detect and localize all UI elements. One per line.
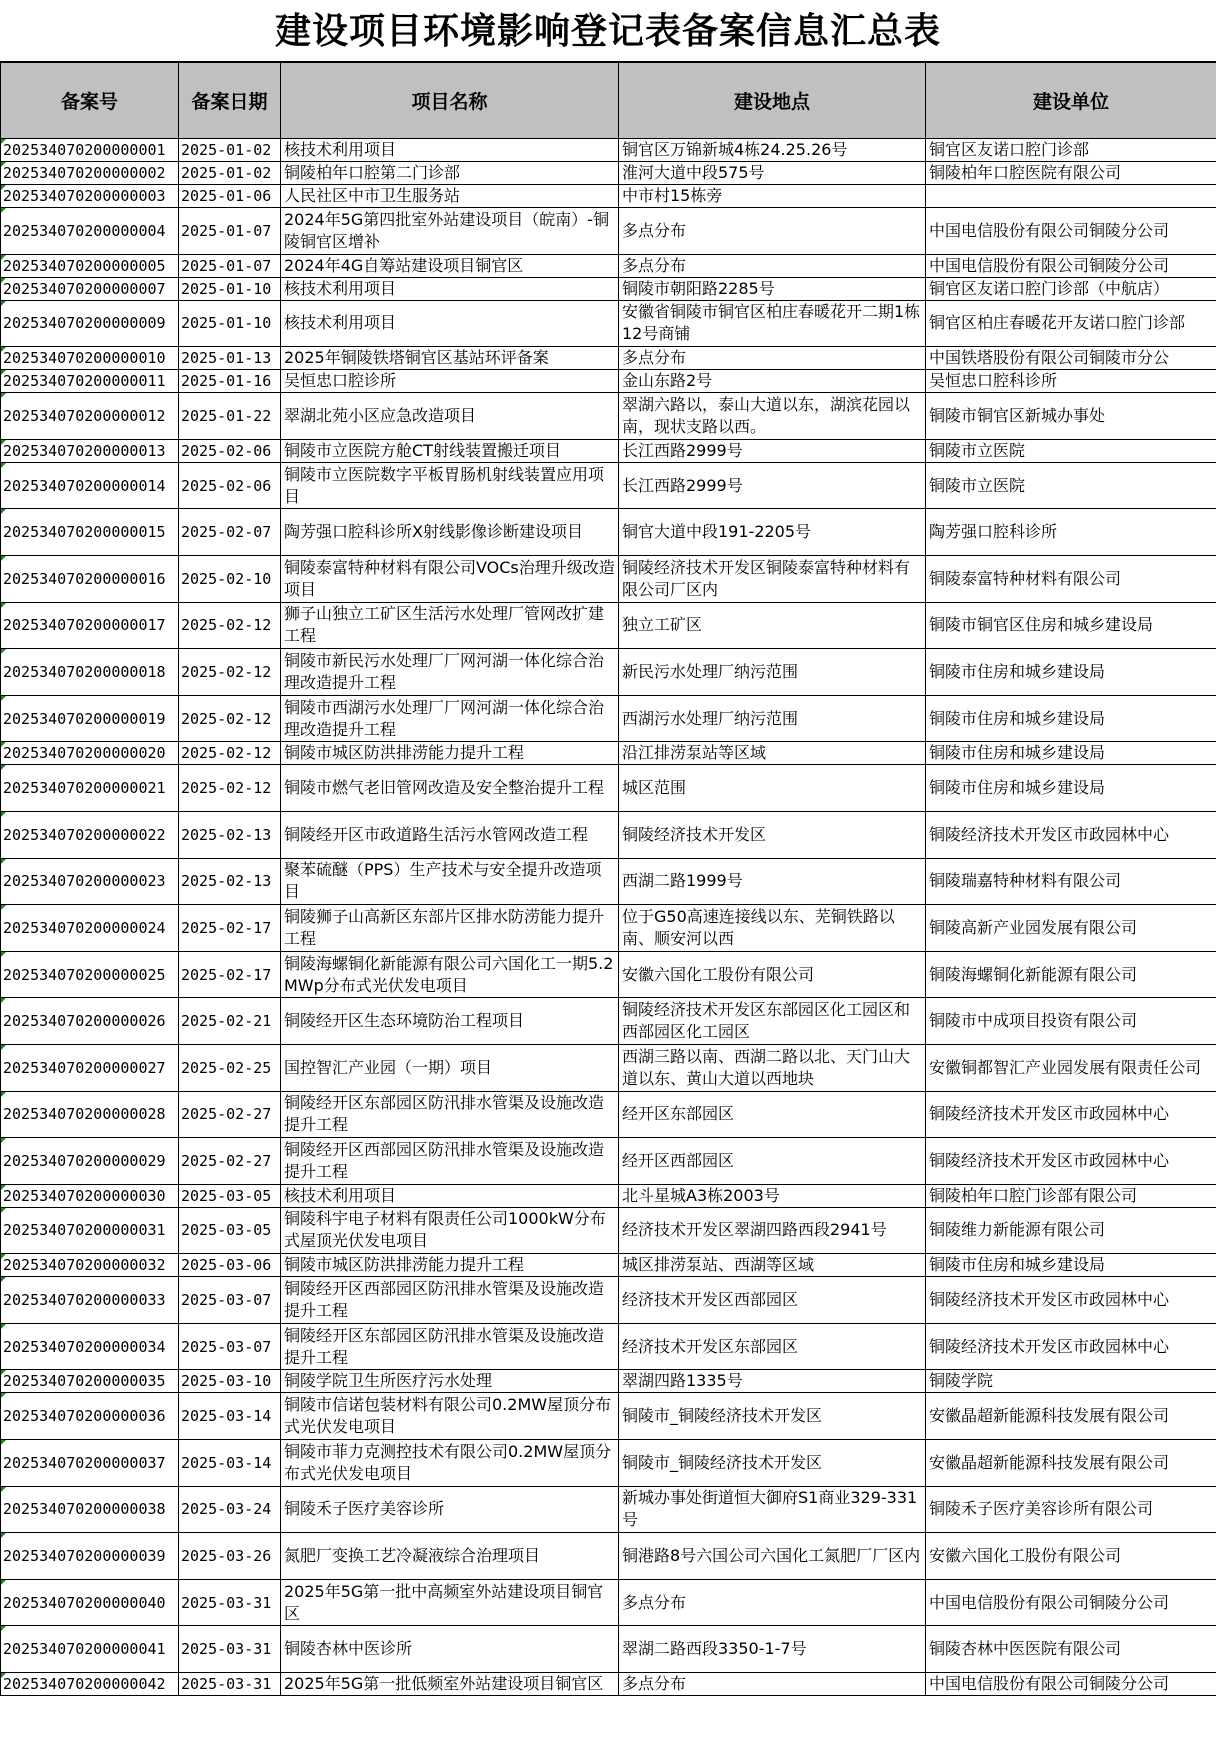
location-cell: 安徽省铜陵市铜官区柏庄春暖花开二期1栋12号商铺 — [619, 300, 926, 347]
unit-cell: 中国电信股份有限公司铜陵分公司 — [926, 1673, 1216, 1696]
filing-date-cell: 2025-03-14 — [179, 1440, 281, 1487]
location-cell: 经开区东部园区 — [619, 1091, 926, 1138]
project-name-cell: 铜陵经开区市政道路生活污水管网改造工程 — [281, 811, 619, 858]
unit-cell: 铜官区友诺口腔门诊部（中航店） — [926, 277, 1216, 300]
filing-number-cell: 202534070200000009 — [1, 300, 179, 347]
project-name-cell: 人民社区中市卫生服务站 — [281, 185, 619, 208]
location-cell: 铜陵市朝阳路2285号 — [619, 277, 926, 300]
filing-date-cell: 2025-01-07 — [179, 208, 281, 255]
filing-number-cell: 202534070200000019 — [1, 695, 179, 742]
filing-number-cell: 202534070200000028 — [1, 1091, 179, 1138]
filing-date-cell: 2025-03-24 — [179, 1486, 281, 1533]
filing-date-cell: 2025-02-27 — [179, 1091, 281, 1138]
filing-number-cell: 202534070200000010 — [1, 347, 179, 370]
table-row — [1, 162, 1216, 185]
filing-date-cell: 2025-02-13 — [179, 858, 281, 905]
filing-number-cell: 202534070200000003 — [1, 185, 179, 208]
project-name-cell: 2024年4G自筹站建设项目铜官区 — [281, 254, 619, 277]
filing-number-cell: 202534070200000017 — [1, 602, 179, 649]
project-name-cell: 铜陵经开区生态环境防治工程项目 — [281, 998, 619, 1045]
filing-date-cell: 2025-02-21 — [179, 998, 281, 1045]
unit-cell: 安徽铜都智汇产业园发展有限责任公司 — [926, 1044, 1216, 1091]
table-row — [1, 1277, 1216, 1324]
filing-date-cell: 2025-01-22 — [179, 393, 281, 440]
project-name-cell: 铜陵市信诺包装材料有限公司0.2MW屋顶分布式光伏发电项目 — [281, 1393, 619, 1440]
table-row — [1, 1579, 1216, 1626]
table-row — [1, 1370, 1216, 1393]
header-row — [1, 62, 1216, 139]
filing-number-cell: 202534070200000007 — [1, 277, 179, 300]
filing-date-cell: 2025-01-07 — [179, 254, 281, 277]
filing-date-cell: 2025-02-06 — [179, 462, 281, 509]
unit-cell: 铜陵市住房和城乡建设局 — [926, 649, 1216, 696]
filing-date-cell: 2025-02-17 — [179, 905, 281, 952]
filing-number-cell: 202534070200000005 — [1, 254, 179, 277]
project-name-cell: 铜陵经开区东部园区防汛排水管渠及设施改造提升工程 — [281, 1091, 619, 1138]
location-cell: 铜陵市_铜陵经济技术开发区 — [619, 1393, 926, 1440]
table-row — [1, 1091, 1216, 1138]
location-cell: 西湖二路1999号 — [619, 858, 926, 905]
table-row — [1, 905, 1216, 952]
project-name-cell: 聚苯硫醚（PPS）生产技术与安全提升改造项目 — [281, 858, 619, 905]
location-cell: 多点分布 — [619, 1673, 926, 1696]
unit-cell: 铜陵柏年口腔医院有限公司 — [926, 162, 1216, 185]
project-name-cell: 铜陵海螺铜化新能源有限公司六国化工一期5.2MWp分布式光伏发电项目 — [281, 951, 619, 998]
project-name-cell: 铜陵市菲力克测控技术有限公司0.2MW屋顶分布式光伏发电项目 — [281, 1440, 619, 1487]
unit-cell: 铜陵经济技术开发区市政园林中心 — [926, 1323, 1216, 1370]
filing-date-cell: 2025-02-12 — [179, 765, 281, 812]
filing-number-cell: 202534070200000018 — [1, 649, 179, 696]
unit-cell: 铜陵泰富特种材料有限公司 — [926, 555, 1216, 602]
location-cell: 铜陵经济技术开发区东部园区化工园区和西部园区化工园区 — [619, 998, 926, 1045]
location-cell: 翠湖六路以，泰山大道以东，湖滨花园以南，现状支路以西。 — [619, 393, 926, 440]
filing-date-cell: 2025-03-31 — [179, 1673, 281, 1696]
project-name-cell: 铜陵经开区西部园区防汛排水管渠及设施改造提升工程 — [281, 1138, 619, 1185]
column-header-location: 建设地点 — [619, 62, 926, 139]
filing-date-cell: 2025-02-13 — [179, 811, 281, 858]
project-name-cell: 铜陵学院卫生所医疗污水处理 — [281, 1370, 619, 1393]
table-row — [1, 1184, 1216, 1207]
table-row — [1, 998, 1216, 1045]
table-row — [1, 277, 1216, 300]
location-cell: 沿江排涝泵站等区域 — [619, 742, 926, 765]
filing-number-cell: 202534070200000022 — [1, 811, 179, 858]
page-title: 建设项目环境影响登记表备案信息汇总表 — [274, 11, 941, 52]
table-row — [1, 393, 1216, 440]
column-header-project-name: 项目名称 — [281, 62, 619, 139]
unit-cell: 安徽晶超新能源科技发展有限公司 — [926, 1393, 1216, 1440]
project-name-cell: 2025年5G第一批中高频室外站建设项目铜官区 — [281, 1579, 619, 1626]
filing-number-cell: 202534070200000039 — [1, 1533, 179, 1580]
project-name-cell: 陶芳强口腔科诊所X射线影像诊断建设项目 — [281, 509, 619, 556]
table-row — [1, 555, 1216, 602]
table-row — [1, 1254, 1216, 1277]
filing-number-cell: 202534070200000020 — [1, 742, 179, 765]
filing-date-cell: 2025-02-06 — [179, 439, 281, 462]
table-row — [1, 1673, 1216, 1696]
filing-date-cell: 2025-02-12 — [179, 649, 281, 696]
unit-cell: 铜官区柏庄春暖花开友诺口腔门诊部 — [926, 300, 1216, 347]
project-name-cell: 核技术利用项目 — [281, 277, 619, 300]
filing-number-cell: 202534070200000037 — [1, 1440, 179, 1487]
location-cell: 翠湖四路1335号 — [619, 1370, 926, 1393]
project-name-cell: 铜陵科宇电子材料有限责任公司1000kW分布式屋顶光伏发电项目 — [281, 1207, 619, 1254]
unit-cell: 铜陵杏林中医医院有限公司 — [926, 1626, 1216, 1673]
column-header-filing-number: 备案号 — [1, 62, 179, 139]
project-name-cell: 2025年5G第一批低频室外站建设项目铜官区 — [281, 1673, 619, 1696]
table-row — [1, 1138, 1216, 1185]
unit-cell: 铜陵市住房和城乡建设局 — [926, 742, 1216, 765]
filing-number-cell: 202534070200000002 — [1, 162, 179, 185]
table-row — [1, 742, 1216, 765]
project-name-cell: 铜陵禾子医疗美容诊所 — [281, 1486, 619, 1533]
unit-cell: 吴恒忠口腔科诊所 — [926, 370, 1216, 393]
filing-number-cell: 202534070200000034 — [1, 1323, 179, 1370]
location-cell: 新民污水处理厂纳污范围 — [619, 649, 926, 696]
filing-date-cell: 2025-03-31 — [179, 1626, 281, 1673]
table-row — [1, 951, 1216, 998]
project-name-cell: 氮肥厂变换工艺冷凝液综合治理项目 — [281, 1533, 619, 1580]
location-cell: 多点分布 — [619, 208, 926, 255]
table-row — [1, 602, 1216, 649]
filing-date-cell: 2025-02-25 — [179, 1044, 281, 1091]
table-row — [1, 1626, 1216, 1673]
unit-cell: 铜陵禾子医疗美容诊所有限公司 — [926, 1486, 1216, 1533]
unit-cell: 铜陵市立医院 — [926, 439, 1216, 462]
table-row — [1, 1486, 1216, 1533]
filing-number-cell: 202534070200000041 — [1, 1626, 179, 1673]
filing-date-cell: 2025-02-10 — [179, 555, 281, 602]
location-cell: 经开区西部园区 — [619, 1138, 926, 1185]
filing-date-cell: 2025-01-16 — [179, 370, 281, 393]
unit-cell: 安徽六国化工股份有限公司 — [926, 1533, 1216, 1580]
filing-number-cell: 202534070200000032 — [1, 1254, 179, 1277]
project-name-cell: 核技术利用项目 — [281, 139, 619, 162]
filing-date-cell: 2025-02-07 — [179, 509, 281, 556]
table-row — [1, 208, 1216, 255]
filing-date-cell: 2025-03-26 — [179, 1533, 281, 1580]
location-cell: 城区排涝泵站、西湖等区域 — [619, 1254, 926, 1277]
filing-number-cell: 202534070200000011 — [1, 370, 179, 393]
unit-cell: 安徽晶超新能源科技发展有限公司 — [926, 1440, 1216, 1487]
filing-number-cell: 202534070200000029 — [1, 1138, 179, 1185]
location-cell: 经济技术开发区东部园区 — [619, 1323, 926, 1370]
location-cell: 翠湖二路西段3350-1-7号 — [619, 1626, 926, 1673]
project-name-cell: 铜陵狮子山高新区东部片区排水防涝能力提升工程 — [281, 905, 619, 952]
table-row — [1, 300, 1216, 347]
unit-cell: 铜陵市立医院 — [926, 462, 1216, 509]
table-row — [1, 1533, 1216, 1580]
unit-cell: 中国电信股份有限公司铜陵分公司 — [926, 254, 1216, 277]
table-row — [1, 1323, 1216, 1370]
location-cell: 经济技术开发区翠湖四路西段2941号 — [619, 1207, 926, 1254]
unit-cell: 铜陵市铜官区住房和城乡建设局 — [926, 602, 1216, 649]
unit-cell: 铜陵经济技术开发区市政园林中心 — [926, 1091, 1216, 1138]
filing-number-cell: 202534070200000013 — [1, 439, 179, 462]
unit-cell: 铜陵经济技术开发区市政园林中心 — [926, 1277, 1216, 1324]
unit-cell — [926, 185, 1216, 208]
filing-summary-table — [0, 61, 1216, 1696]
project-name-cell: 铜陵市立医院方舱CT射线装置搬迁项目 — [281, 439, 619, 462]
unit-cell: 铜陵市住房和城乡建设局 — [926, 1254, 1216, 1277]
filing-number-cell: 202534070200000016 — [1, 555, 179, 602]
table-row — [1, 858, 1216, 905]
location-cell: 多点分布 — [619, 1579, 926, 1626]
project-name-cell: 铜陵经开区东部园区防汛排水管渠及设施改造提升工程 — [281, 1323, 619, 1370]
table-row — [1, 811, 1216, 858]
location-cell: 金山东路2号 — [619, 370, 926, 393]
unit-cell: 铜陵海螺铜化新能源有限公司 — [926, 951, 1216, 998]
table-row — [1, 139, 1216, 162]
location-cell: 铜官大道中段191-2205号 — [619, 509, 926, 556]
location-cell: 铜陵经济技术开发区铜陵泰富特种材料有限公司厂区内 — [619, 555, 926, 602]
unit-cell: 中国铁塔股份有限公司铜陵市分公 — [926, 347, 1216, 370]
filing-number-cell: 202534070200000014 — [1, 462, 179, 509]
filing-number-cell: 202534070200000033 — [1, 1277, 179, 1324]
project-name-cell: 铜陵杏林中医诊所 — [281, 1626, 619, 1673]
unit-cell: 陶芳强口腔科诊所 — [926, 509, 1216, 556]
location-cell: 长江西路2999号 — [619, 462, 926, 509]
project-name-cell: 翠湖北苑小区应急改造项目 — [281, 393, 619, 440]
filing-date-cell: 2025-03-07 — [179, 1277, 281, 1324]
filing-number-cell: 202534070200000001 — [1, 139, 179, 162]
filing-number-cell: 202534070200000024 — [1, 905, 179, 952]
unit-cell: 铜陵柏年口腔门诊部有限公司 — [926, 1184, 1216, 1207]
unit-cell: 铜陵市住房和城乡建设局 — [926, 695, 1216, 742]
filing-number-cell: 202534070200000015 — [1, 509, 179, 556]
project-name-cell: 铜陵市城区防洪排涝能力提升工程 — [281, 742, 619, 765]
column-header-unit: 建设单位 — [926, 62, 1216, 139]
filing-number-cell: 202534070200000025 — [1, 951, 179, 998]
filing-date-cell: 2025-02-27 — [179, 1138, 281, 1185]
location-cell: 铜陵经济技术开发区 — [619, 811, 926, 858]
table-row — [1, 1207, 1216, 1254]
location-cell: 安徽六国化工股份有限公司 — [619, 951, 926, 998]
location-cell: 西湖污水处理厂纳污范围 — [619, 695, 926, 742]
table-row — [1, 462, 1216, 509]
location-cell: 长江西路2999号 — [619, 439, 926, 462]
location-cell: 铜港路8号六国公司六国化工氮肥厂厂区内 — [619, 1533, 926, 1580]
filing-number-cell: 202534070200000023 — [1, 858, 179, 905]
unit-cell: 铜陵市住房和城乡建设局 — [926, 765, 1216, 812]
filing-date-cell: 2025-02-12 — [179, 695, 281, 742]
filing-date-cell: 2025-01-10 — [179, 277, 281, 300]
table-row — [1, 439, 1216, 462]
table-row — [1, 509, 1216, 556]
table-row — [1, 765, 1216, 812]
filing-date-cell: 2025-03-14 — [179, 1393, 281, 1440]
unit-cell: 铜陵维力新能源有限公司 — [926, 1207, 1216, 1254]
unit-cell: 铜陵高新产业园发展有限公司 — [926, 905, 1216, 952]
filing-date-cell: 2025-01-06 — [179, 185, 281, 208]
location-cell: 铜官区万锦新城4栋24.25.26号 — [619, 139, 926, 162]
filing-date-cell: 2025-03-10 — [179, 1370, 281, 1393]
project-name-cell: 铜陵经开区西部园区防汛排水管渠及设施改造提升工程 — [281, 1277, 619, 1324]
table-row — [1, 649, 1216, 696]
unit-cell: 中国电信股份有限公司铜陵分公司 — [926, 1579, 1216, 1626]
project-name-cell: 核技术利用项目 — [281, 1184, 619, 1207]
filing-date-cell: 2025-03-31 — [179, 1579, 281, 1626]
filing-number-cell: 202534070200000042 — [1, 1673, 179, 1696]
unit-cell: 中国电信股份有限公司铜陵分公司 — [926, 208, 1216, 255]
location-cell: 经济技术开发区西部园区 — [619, 1277, 926, 1324]
unit-cell: 铜陵经济技术开发区市政园林中心 — [926, 1138, 1216, 1185]
filing-date-cell: 2025-03-07 — [179, 1323, 281, 1370]
location-cell: 北斗星城A3栋2003号 — [619, 1184, 926, 1207]
project-name-cell: 吴恒忠口腔诊所 — [281, 370, 619, 393]
filing-number-cell: 202534070200000012 — [1, 393, 179, 440]
project-name-cell: 铜陵泰富特种材料有限公司VOCs治理升级改造项目 — [281, 555, 619, 602]
filing-date-cell: 2025-02-12 — [179, 742, 281, 765]
unit-cell: 铜陵学院 — [926, 1370, 1216, 1393]
table-row — [1, 185, 1216, 208]
filing-date-cell: 2025-01-02 — [179, 139, 281, 162]
filing-number-cell: 202534070200000035 — [1, 1370, 179, 1393]
filing-number-cell: 202534070200000040 — [1, 1579, 179, 1626]
location-cell: 位于G50高速连接线以东、芜铜铁路以南、顺安河以西 — [619, 905, 926, 952]
unit-cell: 铜陵经济技术开发区市政园林中心 — [926, 811, 1216, 858]
project-name-cell: 2025年铜陵铁塔铜官区基站环评备案 — [281, 347, 619, 370]
table-row — [1, 254, 1216, 277]
location-cell: 铜陵市_铜陵经济技术开发区 — [619, 1440, 926, 1487]
column-header-filing-date: 备案日期 — [179, 62, 281, 139]
unit-cell: 铜陵市中成项目投资有限公司 — [926, 998, 1216, 1045]
location-cell: 中市村15栋旁 — [619, 185, 926, 208]
project-name-cell: 2024年5G第四批室外站建设项目（皖南）-铜陵铜官区增补 — [281, 208, 619, 255]
filing-number-cell: 202534070200000027 — [1, 1044, 179, 1091]
filing-number-cell: 202534070200000004 — [1, 208, 179, 255]
filing-date-cell: 2025-01-13 — [179, 347, 281, 370]
table-row — [1, 347, 1216, 370]
project-name-cell: 国控智汇产业园（一期）项目 — [281, 1044, 619, 1091]
filing-date-cell: 2025-02-12 — [179, 602, 281, 649]
filing-number-cell: 202534070200000026 — [1, 998, 179, 1045]
location-cell: 独立工矿区 — [619, 602, 926, 649]
table-row — [1, 1393, 1216, 1440]
filing-date-cell: 2025-03-05 — [179, 1184, 281, 1207]
location-cell: 新城办事处街道恒大御府S1商业329-331号 — [619, 1486, 926, 1533]
filing-number-cell: 202534070200000036 — [1, 1393, 179, 1440]
filing-date-cell: 2025-03-05 — [179, 1207, 281, 1254]
location-cell: 城区范围 — [619, 765, 926, 812]
unit-cell: 铜官区友诺口腔门诊部 — [926, 139, 1216, 162]
filing-number-cell: 202534070200000031 — [1, 1207, 179, 1254]
project-name-cell: 狮子山独立工矿区生活污水处理厂管网改扩建工程 — [281, 602, 619, 649]
unit-cell: 铜陵瑞嘉特种材料有限公司 — [926, 858, 1216, 905]
table-row — [1, 1044, 1216, 1091]
location-cell: 多点分布 — [619, 254, 926, 277]
project-name-cell: 铜陵柏年口腔第二门诊部 — [281, 162, 619, 185]
filing-number-cell: 202534070200000030 — [1, 1184, 179, 1207]
filing-date-cell: 2025-01-02 — [179, 162, 281, 185]
project-name-cell: 核技术利用项目 — [281, 300, 619, 347]
location-cell: 多点分布 — [619, 347, 926, 370]
project-name-cell: 铜陵市燃气老旧管网改造及安全整治提升工程 — [281, 765, 619, 812]
location-cell: 淮河大道中段575号 — [619, 162, 926, 185]
location-cell: 西湖三路以南、西湖二路以北、天门山大道以东、黄山大道以西地块 — [619, 1044, 926, 1091]
filing-date-cell: 2025-03-06 — [179, 1254, 281, 1277]
project-name-cell: 铜陵市西湖污水处理厂厂网河湖一体化综合治理改造提升工程 — [281, 695, 619, 742]
filing-number-cell: 202534070200000038 — [1, 1486, 179, 1533]
project-name-cell: 铜陵市新民污水处理厂厂网河湖一体化综合治理改造提升工程 — [281, 649, 619, 696]
project-name-cell: 铜陵市立医院数字平板胃肠机射线装置应用项目 — [281, 462, 619, 509]
table-row — [1, 695, 1216, 742]
filing-number-cell: 202534070200000021 — [1, 765, 179, 812]
table-row — [1, 370, 1216, 393]
unit-cell: 铜陵市铜官区新城办事处 — [926, 393, 1216, 440]
project-name-cell: 铜陵市城区防洪排涝能力提升工程 — [281, 1254, 619, 1277]
table-row — [1, 1440, 1216, 1487]
filing-date-cell: 2025-01-10 — [179, 300, 281, 347]
filing-date-cell: 2025-02-17 — [179, 951, 281, 998]
